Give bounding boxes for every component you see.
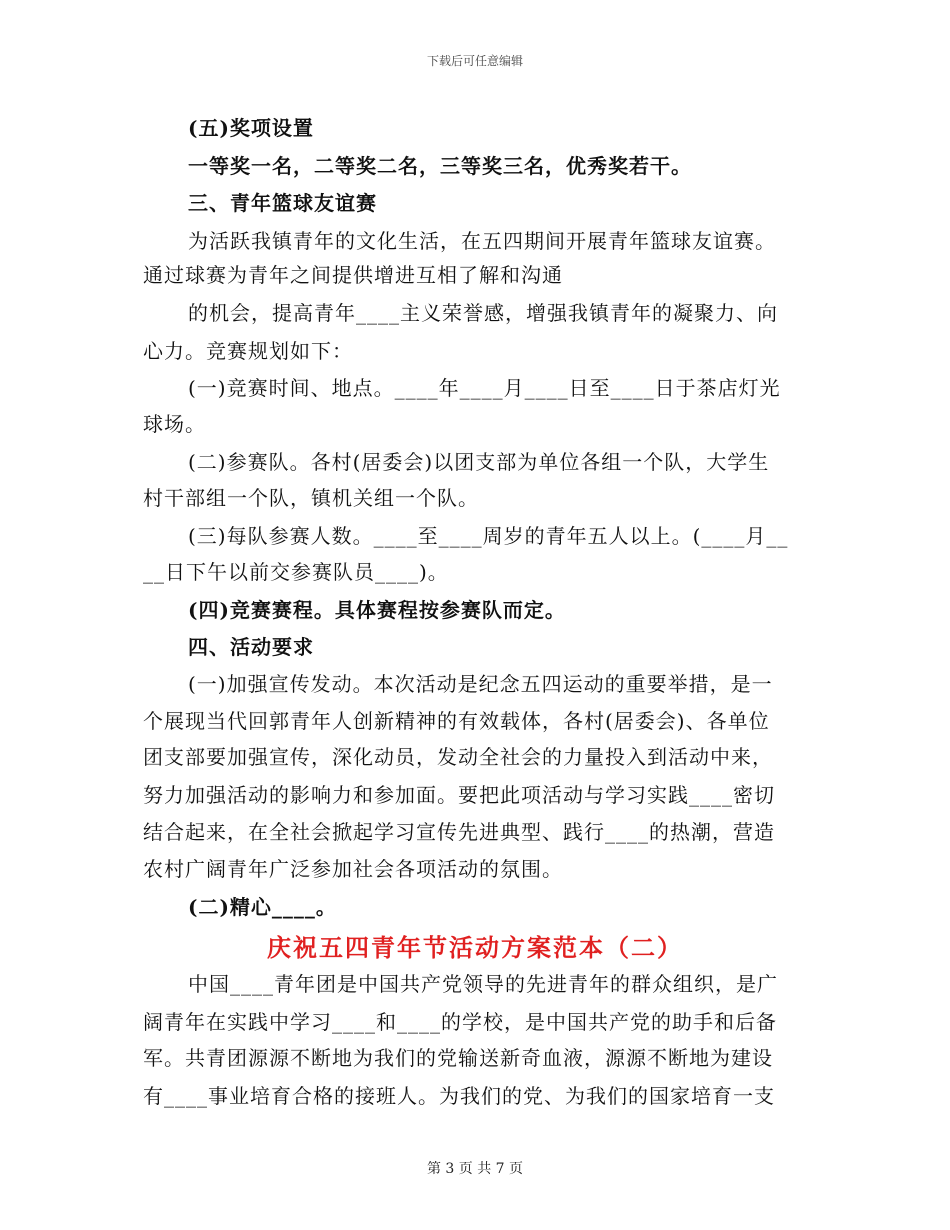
section-title: 庆祝五四青年节活动方案范本（二）: [267, 933, 683, 962]
page-header: 下载后可任意编辑: [426, 54, 523, 68]
paragraph-line: 一等奖一名，二等奖二名，三等奖三名，优秀奖若干。: [188, 154, 692, 178]
section-heading: 四、活动要求: [188, 635, 314, 659]
paragraph-line: 心力。竞赛规划如下：: [143, 339, 353, 363]
paragraph-line: 村干部组一个队，镇机关组一个队。: [143, 486, 479, 510]
section-heading: (二)精心____。: [188, 895, 337, 919]
page-footer: 第 3 页 共 7 页: [426, 1161, 524, 1177]
paragraph-line: 努力加强活动的影响力和参加面。要把此项活动与学习实践____密切: [143, 783, 775, 807]
section-heading: (四)竞赛赛程。具体赛程按参赛队而定。: [188, 598, 566, 622]
paragraph-line: 有____事业培育合格的接班人。为我们的党、为我们的国家培育一支: [143, 1084, 775, 1108]
paragraph-line: 个展现当代回郭青年人创新精神的有效载体，各村(居委会)、各单位: [143, 709, 770, 733]
paragraph-line: __日下午以前交参赛队员____)。: [143, 560, 449, 584]
section-heading: 三、青年篮球友谊赛: [188, 191, 377, 215]
paragraph-line: (二)参赛队。各村(居委会)以团支部为单位各组一个队，大学生: [188, 450, 770, 474]
paragraph-line: (一)加强宣传发动。本次活动是纪念五四运动的重要举措，是一: [188, 672, 773, 696]
section-heading: (五)奖项设置: [188, 116, 314, 140]
paragraph-line: 为活跃我镇青年的文化生活，在五四期间开展青年篮球友谊赛。: [188, 229, 776, 253]
paragraph-line: 的机会，提高青年____主义荣誉感，增强我镇青年的凝聚力、向: [188, 301, 778, 325]
paragraph-line: 农村广阔青年广泛参加社会各项活动的氛围。: [143, 857, 563, 881]
paragraph-line: 结合起来，在全社会掀起学习宣传先进典型、践行____的热潮，营造: [143, 820, 775, 844]
paragraph-line: 通过球赛为青年之间提供增进互相了解和沟通: [143, 263, 563, 287]
paragraph-line: (一)竞赛时间、地点。____年____月____日至____日于茶店灯光: [188, 376, 781, 400]
paragraph-line: 球场。: [143, 412, 206, 436]
paragraph-line: 中国____青年团是中国共产党领导的先进青年的群众组织，是广: [188, 972, 778, 996]
paragraph-line: 军。共青团源源不断地为我们的党输送新奇血液，源源不断地为建设: [143, 1046, 773, 1070]
paragraph-line: 团支部要加强宣传，深化动员，发动全社会的力量投入到活动中来，: [143, 745, 773, 769]
paragraph-line: 阔青年在实践中学习____和____的学校，是中国共产党的助手和后备: [143, 1010, 777, 1034]
paragraph-line: (三)每队参赛人数。____至____周岁的青年五人以上。(____月__: [188, 524, 789, 548]
